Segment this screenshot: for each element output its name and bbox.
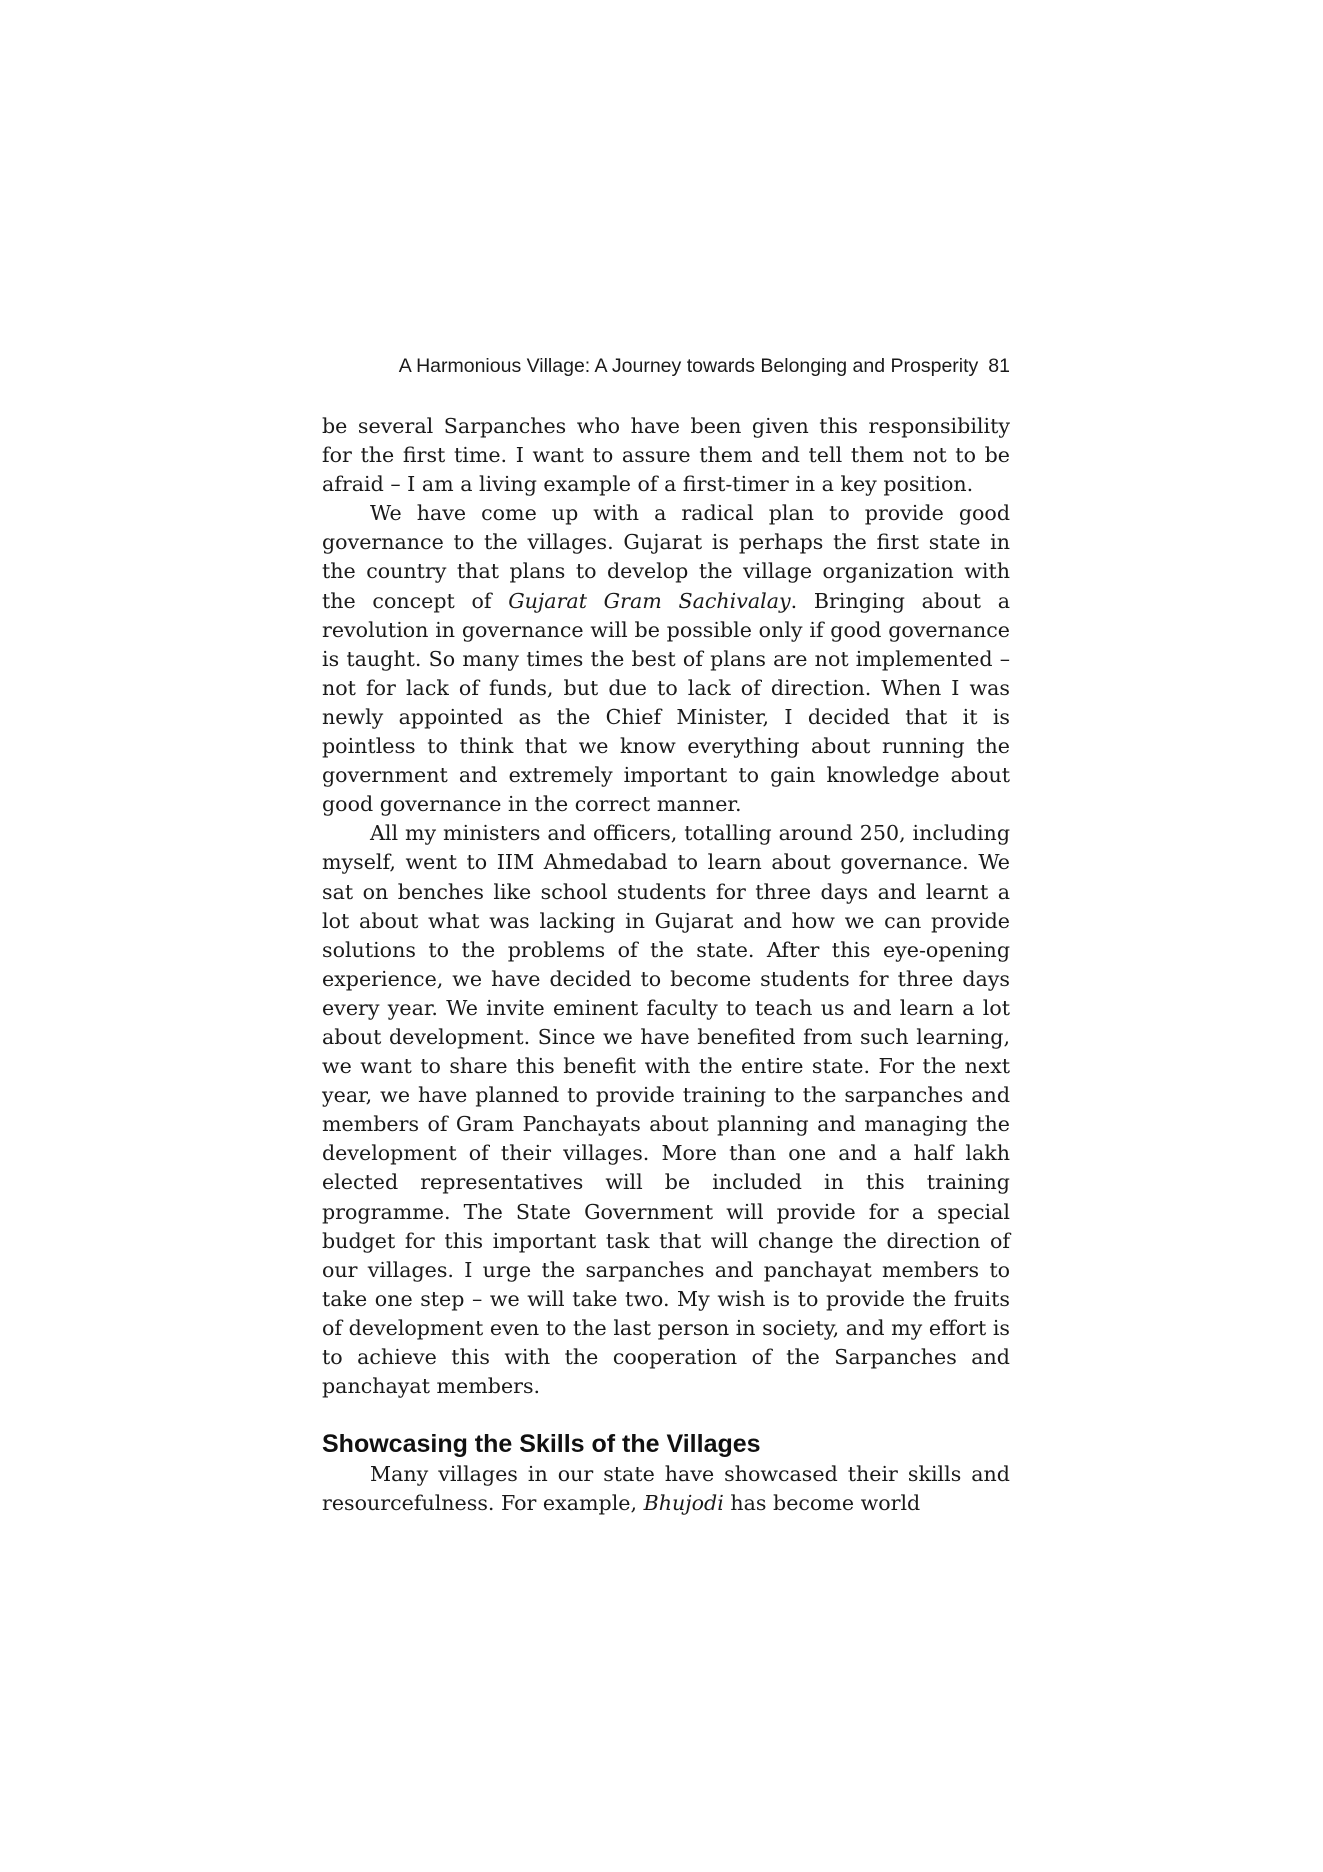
paragraph-text: . Bringing about a revolution in governance will be possible only if good governance is taught. So many times the best of plans are not implemented – not for lack of funds, but due to lack of direction. When I was newly appointed as the Chief Minister, I decided that it is pointless to think that we know everything about running the government and extremely important to gain knowledge about good governance in the correct manner. (322, 588, 1010, 817)
paragraph-training: All my ministers and officers, totalling around 250, including myself, went to IIM Ahmedabad to learn about governance. We sat on benches like school students for three days and learnt a lot about what was lacking in Gujarat and how we can provide solutions to the problems of the state. After this eye-opening experience, we have decided to become students for three days every year. We invite eminent faculty to teach us and learn a lot about development. Since we have benefited from such learning, we want to share this benefit with the entire state. For the next year, we have planned to provide training to the sarpanches and members of Gram Panchayats about planning and managing the development of their villages. More than one and a half lakh elected representatives will be included in this training programme. The State Government will provide for a special budget for this important task that will change the direction of our villages. I urge the sarpanches and panchayat members to take one step – we will take two. My wish is to provide the fruits of development even to the last person in society, and my effort is to achieve this with the cooperation of the Sarpanches and panchayat members. (322, 821, 1010, 1399)
paragraph-text: We have come up with a radical plan to provide good governance to the villages. Gujarat is perhaps the first state in the country that plans to develop the village organization with the concept of (322, 501, 1010, 613)
italic-term: Gujarat Gram Sachivalay (508, 588, 791, 613)
italic-term: Bhujodi (643, 1491, 724, 1516)
paragraph-text: has become world (723, 1491, 921, 1516)
paragraph-governance-plan (322, 499, 1010, 819)
paragraph-text: Many villages in our state have showcased their skills and resourcefulness. For example, (322, 1462, 1010, 1516)
running-title: A Harmonious Village: A Journey towards Belonging and Prosperity (398, 355, 979, 377)
page-number: 81 (988, 355, 1010, 377)
running-header (322, 355, 1010, 378)
paragraph-skills (322, 1460, 1010, 1518)
section-heading: Showcasing the Skills of the Villages (322, 1430, 761, 1459)
body-text (322, 412, 1010, 1518)
paragraph-continued: be several Sarpanches who have been given this responsibility for the first time. I want to assure them and tell them not to be afraid – I am a living example of a first-timer in a key position. (322, 414, 1010, 497)
